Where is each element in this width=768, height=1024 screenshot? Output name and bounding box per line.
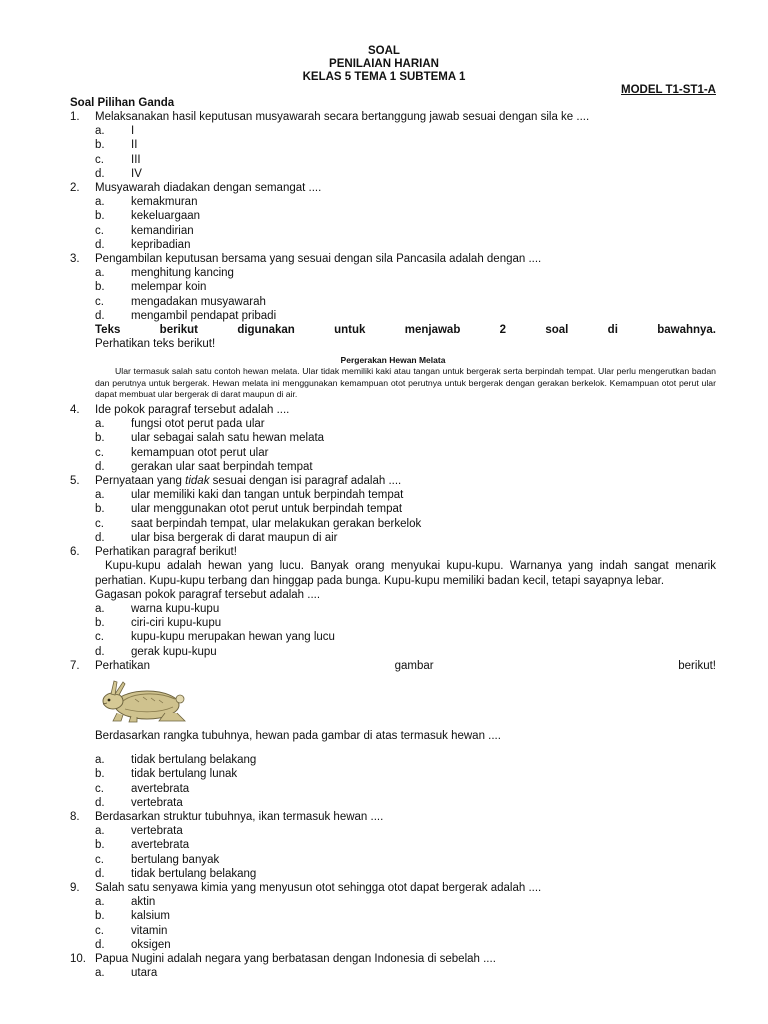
option	[70, 138, 716, 152]
option-letter: d.	[95, 867, 105, 880]
option	[70, 488, 716, 502]
question-6	[70, 545, 716, 559]
option-letter: c.	[95, 631, 104, 644]
question-number: 9.	[70, 881, 80, 894]
option-text: avertebrata	[131, 839, 190, 852]
option-text: gerak kupu-kupu	[131, 645, 217, 658]
option	[70, 782, 716, 796]
option-letter: d.	[95, 796, 105, 809]
option-text: II	[131, 139, 138, 152]
option-text: tidak bertulang belakang	[131, 754, 257, 767]
option-text: melempar koin	[131, 281, 207, 294]
option	[70, 446, 716, 460]
question-word: Perhatikan	[95, 659, 150, 672]
option-letter: c.	[95, 153, 104, 166]
option	[70, 602, 716, 616]
option-letter: a.	[95, 754, 105, 767]
option-text: warna kupu-kupu	[131, 602, 220, 615]
spacer	[70, 743, 716, 753]
option-letter: d.	[95, 938, 105, 951]
section-title: Soal Pilihan Ganda	[70, 97, 175, 109]
option-letter: a.	[95, 196, 105, 209]
option-text: ular menggunakan otot perut untuk berpindah tempat	[131, 503, 403, 516]
option	[70, 645, 716, 659]
question-text	[95, 659, 716, 673]
option-text: kekeluargaan	[131, 210, 201, 223]
option-letter: b.	[95, 839, 105, 852]
question-number: 7.	[70, 659, 80, 672]
option-text: tidak bertulang belakang	[131, 867, 257, 880]
option-letter: a.	[95, 267, 105, 280]
option-text: kalsium	[131, 910, 170, 923]
rabbit-illustration	[95, 679, 190, 725]
option	[70, 924, 716, 938]
option-text: kemampuan otot perut ular	[131, 446, 269, 459]
option-text: tidak bertulang lunak	[131, 768, 238, 781]
option-letter: c.	[95, 446, 104, 459]
option-letter: b.	[95, 910, 105, 923]
option-letter: b.	[95, 768, 105, 781]
option	[70, 616, 716, 630]
option-text: saat berpindah tempat, ular melakukan gerakan berkelok	[131, 517, 422, 530]
option-text: IV	[131, 167, 142, 180]
option-text: oksigen	[131, 938, 171, 951]
option-letter: b.	[95, 210, 105, 223]
option	[70, 938, 716, 952]
option-letter: a.	[95, 825, 105, 838]
header-title: SOAL	[368, 45, 400, 57]
header-subtitle: PENILAIAN HARIAN	[329, 58, 439, 70]
model-code: MODEL T1-ST1-A	[621, 84, 716, 96]
option-letter: a.	[95, 602, 105, 615]
option	[70, 195, 716, 209]
option	[70, 460, 716, 474]
question-word: gambar	[394, 659, 434, 672]
question-subprompt: Berdasarkan rangka tubuhnya, hewan pada gambar di atas termasuk hewan ....	[95, 729, 501, 742]
question-2	[70, 181, 716, 195]
option-letter: c.	[95, 782, 104, 795]
option	[70, 224, 716, 238]
option-text: ular sebagai salah satu hewan melata	[131, 432, 325, 445]
question-4	[70, 403, 716, 417]
option-text: ular bisa bergerak di darat maupun di air	[131, 531, 338, 544]
option	[70, 824, 716, 838]
option-letter: b.	[95, 139, 105, 152]
question-word: berikut!	[678, 659, 716, 672]
question-paragraph	[70, 559, 716, 587]
option-text: aktin	[131, 896, 156, 909]
option-letter: b.	[95, 617, 105, 630]
option-text: vertebrata	[131, 796, 183, 809]
option-letter: a.	[95, 489, 105, 502]
option	[70, 630, 716, 644]
option	[70, 531, 716, 545]
questions	[70, 110, 716, 980]
option	[70, 280, 716, 294]
option-letter: c.	[95, 517, 104, 530]
option-letter: c.	[95, 295, 104, 308]
question-text: Pengambilan keputusan bersama yang sesuai dengan sila Pancasila adalah dengan ....	[95, 253, 542, 266]
question-number: 6.	[70, 546, 80, 559]
option	[70, 431, 716, 445]
question-text-part: Pernyataan yang	[95, 475, 186, 488]
option	[70, 124, 716, 138]
option-text: kemakmuran	[131, 196, 198, 209]
option-text: gerakan ular saat berpindah tempat	[131, 460, 313, 473]
option-text: I	[131, 125, 135, 138]
option	[70, 167, 716, 181]
option-letter: a.	[95, 125, 105, 138]
option	[70, 867, 716, 881]
option-letter: d.	[95, 309, 105, 322]
option-text: vertebrata	[131, 825, 183, 838]
question-10	[70, 952, 716, 966]
option-text: kupu-kupu merupakan hewan yang lucu	[131, 631, 335, 644]
question-7	[70, 659, 716, 673]
question-text: Salah satu senyawa kimia yang menyusun otot sehingga otot dapat bergerak adalah ....	[95, 881, 542, 894]
option	[70, 753, 716, 767]
question-text-emphasis: tidak	[185, 475, 210, 488]
option	[70, 517, 716, 531]
question-number: 2.	[70, 182, 80, 195]
option-letter: d.	[95, 238, 105, 251]
question-number: 8.	[70, 810, 80, 823]
option-letter: c.	[95, 224, 104, 237]
reading-instruction: Teks berikut digunakan untuk menjawab 2 soal di bawahnya.	[95, 324, 716, 337]
option-letter: d.	[95, 460, 105, 473]
option-letter: c.	[95, 853, 104, 866]
option	[70, 966, 716, 980]
question-9	[70, 881, 716, 895]
header-class: KELAS 5 TEMA 1 SUBTEMA 1	[302, 71, 466, 83]
option-text: avertebrata	[131, 782, 190, 795]
reading-prompt: Perhatikan teks berikut!	[95, 338, 216, 351]
option	[70, 909, 716, 923]
option	[70, 502, 716, 516]
option	[70, 266, 716, 280]
question-text: Papua Nugini adalah negara yang berbatasan dengan Indonesia di sebelah ....	[95, 952, 496, 965]
option-text: mengadakan musyawarah	[131, 295, 266, 308]
question-text: Melaksanakan hasil keputusan musyawarah secara bertanggung jawab sesuai dengan sila ke ....	[95, 111, 590, 123]
option-letter: c.	[95, 924, 104, 937]
option-letter: d.	[95, 531, 105, 544]
question-number: 3.	[70, 253, 80, 266]
reading-title: Pergerakan Hewan Melata	[340, 355, 446, 366]
option	[70, 238, 716, 252]
option	[70, 853, 716, 867]
option-text: fungsi otot perut pada ular	[131, 418, 265, 431]
option-text: III	[131, 153, 141, 166]
option-text: ular memiliki kaki dan tangan untuk berpindah tempat	[131, 489, 404, 502]
option-letter: a.	[95, 418, 105, 431]
option	[70, 309, 716, 323]
question-number: 4.	[70, 404, 80, 417]
question-number: 5.	[70, 475, 80, 488]
option	[70, 796, 716, 810]
option-text: kepribadian	[131, 238, 191, 251]
option	[70, 209, 716, 223]
option-letter: a.	[95, 967, 105, 980]
option	[70, 767, 716, 781]
paragraph-text: Kupu-kupu adalah hewan yang lucu. Banyak orang menyukai kupu-kupu. Warnanya yang indah sangat menarik perhatian. Kupu-kupu terbang dan hinggap pada bunga. Kupu-kupu memiliki badan kecil, tetapi sayapnya lebar.	[95, 560, 716, 587]
option	[70, 838, 716, 852]
option-text: kemandirian	[131, 224, 194, 237]
option-letter: a.	[95, 896, 105, 909]
question-number: 10.	[70, 952, 86, 965]
question-1	[70, 110, 716, 124]
option-text: ciri-ciri kupu-kupu	[131, 617, 222, 630]
option	[70, 295, 716, 309]
option-letter: b.	[95, 503, 105, 516]
question-text-part: sesuai dengan isi paragraf adalah ....	[209, 475, 402, 488]
option	[70, 417, 716, 431]
question-3	[70, 252, 716, 266]
option-text: bertulang banyak	[131, 853, 220, 866]
option-text: utara	[131, 967, 158, 980]
option-letter: b.	[95, 281, 105, 294]
question-subprompt: Gagasan pokok paragraf tersebut adalah ....	[95, 588, 321, 601]
question-5	[70, 474, 716, 488]
option-text: mengambil pendapat pribadi	[131, 309, 277, 322]
reading-text: Ular termasuk salah satu contoh hewan melata. Ular tidak memiliki kaki atau tangan untuk bergerak serta berpindah tempat. Ular perlu mengerutkan badan dan perutnya untuk bergerak. Hewan melata ini menggunakan kemampuan otot perutnya untuk bergerak dengan gerakan berkelok. Kemampuan otot perut ular dapat membuat ular bergerak di darat maupun di air.	[95, 366, 716, 399]
question-text: Musyawarah diadakan dengan semangat ....	[95, 182, 322, 195]
question-text: Perhatikan paragraf berikut!	[95, 546, 237, 559]
option-letter: d.	[95, 167, 105, 180]
question-text: Berdasarkan struktur tubuhnya, ikan termasuk hewan ....	[95, 810, 384, 823]
question-text	[95, 474, 716, 488]
option-text: menghitung kancing	[131, 267, 234, 280]
option	[70, 895, 716, 909]
option-letter: d.	[95, 645, 105, 658]
option-letter: b.	[95, 432, 105, 445]
question-text: Ide pokok paragraf tersebut adalah ....	[95, 404, 290, 417]
rabbit-image	[70, 679, 716, 725]
question-number: 1.	[70, 111, 80, 123]
option-text: vitamin	[131, 924, 168, 937]
question-8	[70, 810, 716, 824]
option	[70, 153, 716, 167]
